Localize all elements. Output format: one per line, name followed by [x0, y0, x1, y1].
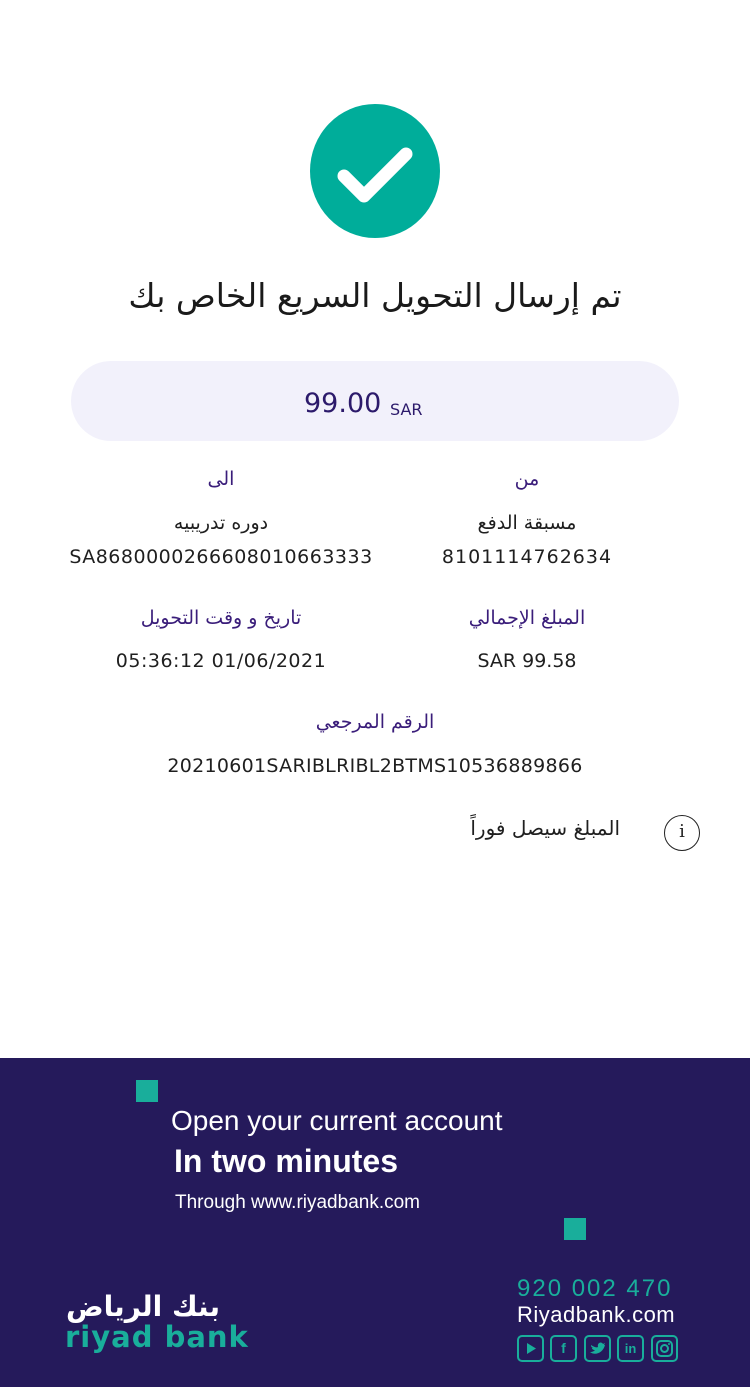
- banner-subheadline: In two minutes: [174, 1143, 398, 1179]
- from-account: 8101114762634: [441, 546, 613, 568]
- twitter-icon[interactable]: [584, 1335, 611, 1362]
- amount-value: 99.00: [304, 388, 382, 419]
- datetime-value: 05:36:12 01/06/2021: [115, 650, 327, 672]
- facebook-icon[interactable]: f: [550, 1335, 577, 1362]
- page-title: تم إرسال التحويل السريع الخاص بك: [128, 276, 622, 315]
- to-name: دوره تدريبيه: [173, 512, 269, 534]
- datetime-label: تاريخ و وقت التحويل: [140, 607, 302, 629]
- amount-currency: SAR: [390, 400, 423, 419]
- instagram-icon[interactable]: [651, 1335, 678, 1362]
- youtube-icon[interactable]: [517, 1335, 544, 1362]
- info-text: المبلغ سيصل فوراً: [470, 816, 620, 840]
- success-check-icon: [310, 104, 440, 238]
- decor-square-icon: [136, 1080, 158, 1102]
- banner-headline: Open your current account: [171, 1105, 503, 1136]
- from-label: من: [514, 468, 540, 490]
- to-account: SA8680000266608010663333: [69, 546, 373, 568]
- riyad-bank-logo-english: riyad bank: [65, 1320, 249, 1354]
- bank-phone[interactable]: 920 002 470: [517, 1275, 673, 1302]
- linkedin-icon[interactable]: in: [617, 1335, 644, 1362]
- banner-website-line: Through www.riyadbank.com: [175, 1192, 420, 1213]
- riyad-bank-logo-arabic: بنك الرياض: [66, 1290, 220, 1323]
- decor-square-icon: [564, 1218, 586, 1240]
- bank-website-link[interactable]: Riyadbank.com: [517, 1302, 676, 1327]
- reference-value: 20210601SARIBLRIBL2BTMS10536889866: [167, 755, 583, 777]
- total-amount-label: المبلغ الإجمالي: [468, 607, 586, 629]
- from-name: مسبقة الدفع: [477, 512, 577, 534]
- info-icon: i: [664, 815, 700, 851]
- to-label: الى: [207, 468, 235, 490]
- reference-label: الرقم المرجعي: [315, 711, 435, 733]
- total-amount-value: SAR 99.58: [477, 650, 577, 672]
